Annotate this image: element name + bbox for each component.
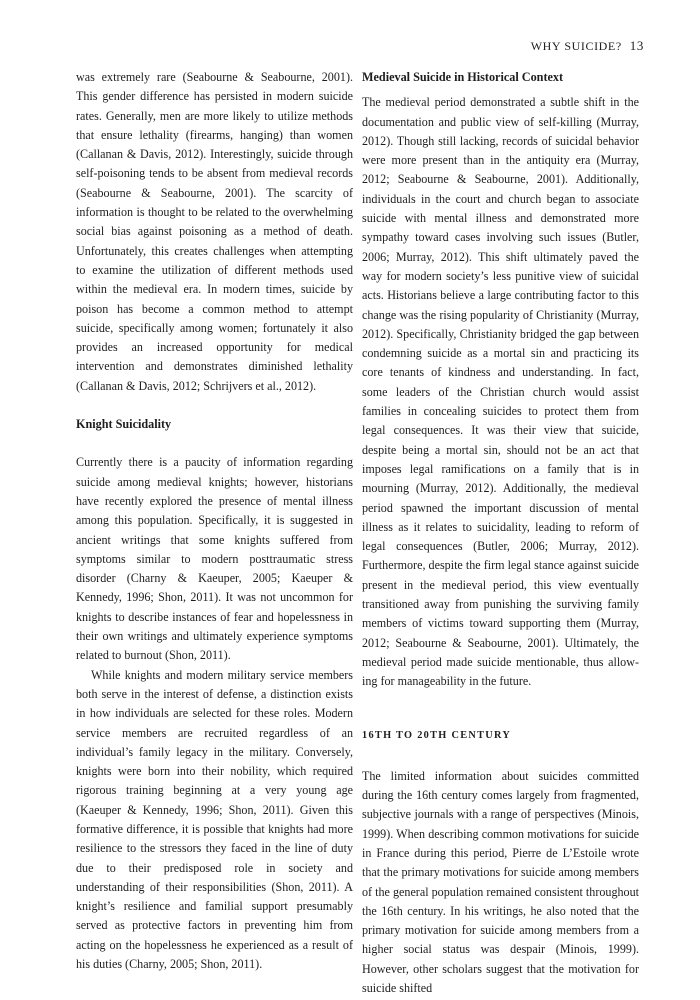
right-column (362, 68, 639, 998)
heading-medieval-context: Medieval Suicide in Historical Context (362, 70, 564, 84)
left-column (76, 68, 353, 974)
paragraph-medieval-period: The medieval period demonstrated a subtle shift in the documentation and public view of self-killing (Murray, 2012). Though still lacking, records of suicidal behavior were more present than in the antiquity era (Murray, 2012; Seabourne & Seabourne, 2001). Additionally, individuals in the court and church began to associate suicide with mental illness and demonstrated more sympathy toward cases involving such issues (Butler, 2006; Murray, 2012). This shift ultimately paved the way for modern society’s less punitive view of suicidal acts. Historians believe a large contributing factor to this change was the rising popularity of Christianity (Murray, 2012). Specifically, Christianity bridged the gap between condemning suicide as a mortal sin and practicing its core tenants of kindness and understanding. In fact, some leaders of the Christian church would assist families in concealing suicides to protect them from legal consequences. It was their view that suicide, despite being a mortal sin, should not be an act that imposes legal ramifications on a family that is in mourning (Murray, 2012). Additionally, the medieval period spawned the important discussion of mental illness as it relates to suicidality, leading to reform of legal consequences (Butler, 2006; Murray, 2012). Furthermore, despite the firm legal stance against suicide present in the medieval period, this view eventually transitioned away from punishing the surviving family members of victims toward supporting them (Murray, 2012; Seabourne & Seabourne, 2001). Ultimately, the medieval period made suicide mentionable, thus allowing for manageability in the future. (362, 95, 639, 689)
heading-16th-20th-century: 16TH TO 20TH CENTURY (362, 729, 512, 741)
paragraph-knight-ptsd: Currently there is a paucity of information regarding suicide among medieval knights; however, historians have recently explored the presence of mental illness among this population. Specifically, it is suggested in ancient writings that some knights suffered from symptoms similar to modern posttraumatic stress disorder (Charny & Kaeuper, 2005; Kaeuper & Kennedy, 1996; Shon, 2011). It was not uncommon for knights to describe instances of fear and hopelessness in their own writings and ultimately experience symptoms related to burnout (Shon, 2011). (76, 455, 353, 663)
running-title: WHY SUICIDE? (530, 39, 622, 53)
paragraph-16th-century: The limited information about suicides committed during the 16th century comes largely from fragmented, subjective journals with a range of perspectives (Minois, 1999). When describing common motivations for suicide in France during this period, Pierre de L’Estoile wrote that the primary motivations for suicide among members of the general population remained consistent throughout the 16th century. In his writings, he also noted that the primary motivation for suicide among members from a higher social status was despair (Minois, 1999). However, other scholars suggest that the motivation for suicide shifted (362, 768, 639, 996)
paragraph-gender-methods: was extremely rare (Seabourne & Seabourne, 2001). This gender difference has persisted in modern suicide rates. Generally, men are more likely to utilize methods that ensure lethality (firearms, hanging) than women (Callanan & Davis, 2012). Interestingly, suicide through self-poisoning tends to be absent from medieval records (Seabourne & Seabourne, 2001). The scarcity of information is thought to be related to the overwhelming social bias against poisoning as a method of death. Unfortunately, this creates challenges when attempting to examine the utilization of different methods used within the medieval era. In modern times, suicide by poison has become a common method to attempt suicide, specifically among women; fortunately it also provides an increased opportunity for medical intervention and demonstrates diminished lethality (Callanan & Davis, 2012; Schrijvers et al., 2012). (76, 70, 353, 393)
paragraph-knight-resilience: While knights and modern military service members both serve in the interest of defense, a distinction exists in how individuals are selected for these roles. Modern service members are recruited regardless of an individual’s family legacy in the military. Conversely, knights were born into their nobility, which required rigorous training beginning at a very young age (Kaeuper & Kennedy, 1996; Shon, 2011). Given this formative difference, it is possible that knights had more resilience to the stressors they faced in the line of duty due to their predisposed role in society and understanding of their responsibilities (Shon, 2011). A knight’s resilience and familial support presumably served as protective factors in preventing him from acting on the hopelessness he experienced as a result of his duties (Charny, 2005; Shon, 2011). (76, 667, 353, 972)
running-head (531, 38, 644, 54)
heading-knight-suicidality: Knight Suicidality (76, 417, 172, 432)
page-number: 13 (629, 38, 644, 53)
